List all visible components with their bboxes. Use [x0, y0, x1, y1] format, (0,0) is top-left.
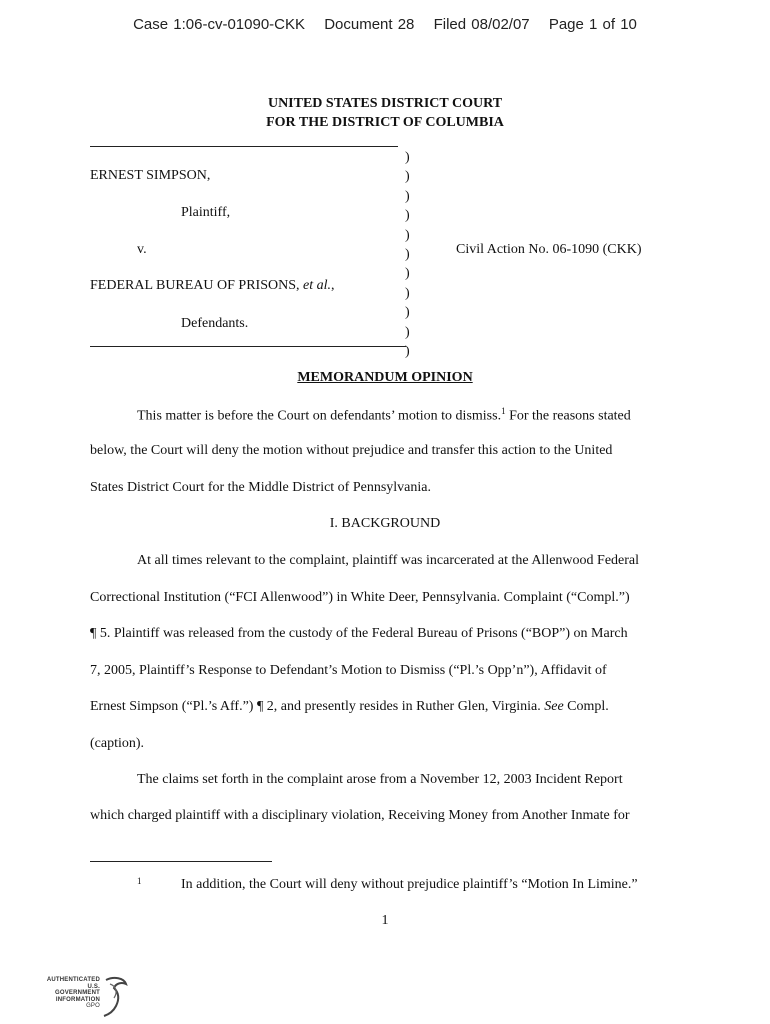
paren: ): [405, 247, 410, 263]
paren: ): [405, 344, 410, 360]
page-number: 1: [381, 913, 389, 928]
section-heading: I. BACKGROUND: [329, 516, 441, 531]
et-al: et al.: [303, 278, 332, 293]
paren: ): [405, 208, 410, 224]
gpo-line: U.S. GOVERNMENT: [54, 983, 100, 996]
defendant-name-text: FEDERAL BUREAU OF PRISONS,: [90, 278, 304, 293]
court-district: FOR THE DISTRICT OF COLUMBIA: [266, 115, 504, 130]
filed-date: Filed 08/02/07: [433, 16, 530, 33]
defendant-comma: ,: [331, 278, 335, 293]
gpo-line: AUTHENTICATED: [46, 977, 100, 983]
paragraph-2-line-1: At all times relevant to the complaint, plaintiff was incarcerated at the Allenwood Federal: [137, 553, 640, 568]
gpo-line: GPO: [86, 1003, 100, 1009]
document-number: Document 28: [324, 16, 415, 33]
defendant-role: Defendants.: [181, 316, 249, 331]
text: Compl.: [563, 699, 609, 714]
paragraph-1-line-2: below, the Court will deny the motion without prejudice and transfer this action to the United: [90, 443, 613, 458]
case-number: Case 1:06-cv-01090-CKK: [133, 16, 306, 33]
paragraph-1-line-3: States District Court for the Middle District of Pennsylvania.: [90, 480, 432, 495]
caption-parentheses: [405, 148, 410, 361]
footnote-ref: 1: [501, 406, 506, 416]
paragraph-2-line-2: Correctional Institution (“FCI Allenwood”) in White Deer, Pennsylvania. Complaint (“Compl.”): [90, 590, 630, 605]
civil-action-number: Civil Action No. 06-1090 (CKK): [456, 242, 642, 257]
paren: ): [405, 285, 410, 301]
paragraph-3-line-2: which charged plaintiff with a disciplinary violation, Receiving Money from Another Inmate for: [90, 808, 630, 823]
paragraph-2-line-5: [90, 699, 690, 715]
paren: ): [405, 188, 410, 204]
signal-see: See: [544, 699, 564, 714]
text: This matter is before the Court on defendants’ motion to dismiss.: [137, 408, 502, 424]
court-name: UNITED STATES DISTRICT COURT: [267, 96, 503, 111]
gpo-line: INFORMATION: [55, 996, 100, 1003]
defendant-name: [90, 278, 335, 294]
paragraph-1-line-1: [137, 406, 737, 425]
paren: ): [405, 324, 410, 340]
plaintiff-role: Plaintiff,: [181, 205, 231, 220]
document-title: MEMORANDUM OPINION: [297, 370, 473, 385]
paren: ): [405, 266, 410, 282]
versus: v.: [137, 242, 147, 257]
text: Ernest Simpson (“Pl.’s Aff.”) ¶ 2, and presently resides in Ruther Glen, Virginia.: [90, 699, 545, 714]
text: For the reasons stated: [505, 408, 631, 424]
paren: ): [405, 169, 410, 185]
paren: ): [405, 305, 410, 321]
plaintiff-name: ERNEST SIMPSON,: [90, 168, 211, 183]
footnote-number: 1: [137, 876, 142, 886]
paragraph-2-line-6: (caption).: [90, 736, 145, 751]
paragraph-3-line-1: The claims set forth in the complaint arose from a November 12, 2003 Incident Report: [137, 772, 623, 787]
page-indicator: Page 1 of 10: [548, 16, 637, 33]
paren: ): [405, 150, 410, 165]
caption-bottom-rule: [90, 346, 406, 347]
footnote-text: In addition, the Court will deny without prejudice plaintiff’s “Motion In Limine.”: [181, 877, 638, 892]
gpo-authenticated-logo: [44, 974, 134, 1018]
paragraph-2-line-3: ¶ 5. Plaintiff was released from the custody of the Federal Bureau of Prisons (“BOP”) on March: [90, 626, 628, 641]
paren: ): [405, 227, 410, 243]
footnote-rule: [90, 861, 272, 862]
paragraph-2-line-4: 7, 2005, Plaintiff’s Response to Defendant’s Motion to Dismiss (“Pl.’s Opp’n”), Affidavit of: [90, 663, 607, 678]
caption-top-rule: [90, 146, 398, 147]
case-header: [0, 16, 770, 33]
